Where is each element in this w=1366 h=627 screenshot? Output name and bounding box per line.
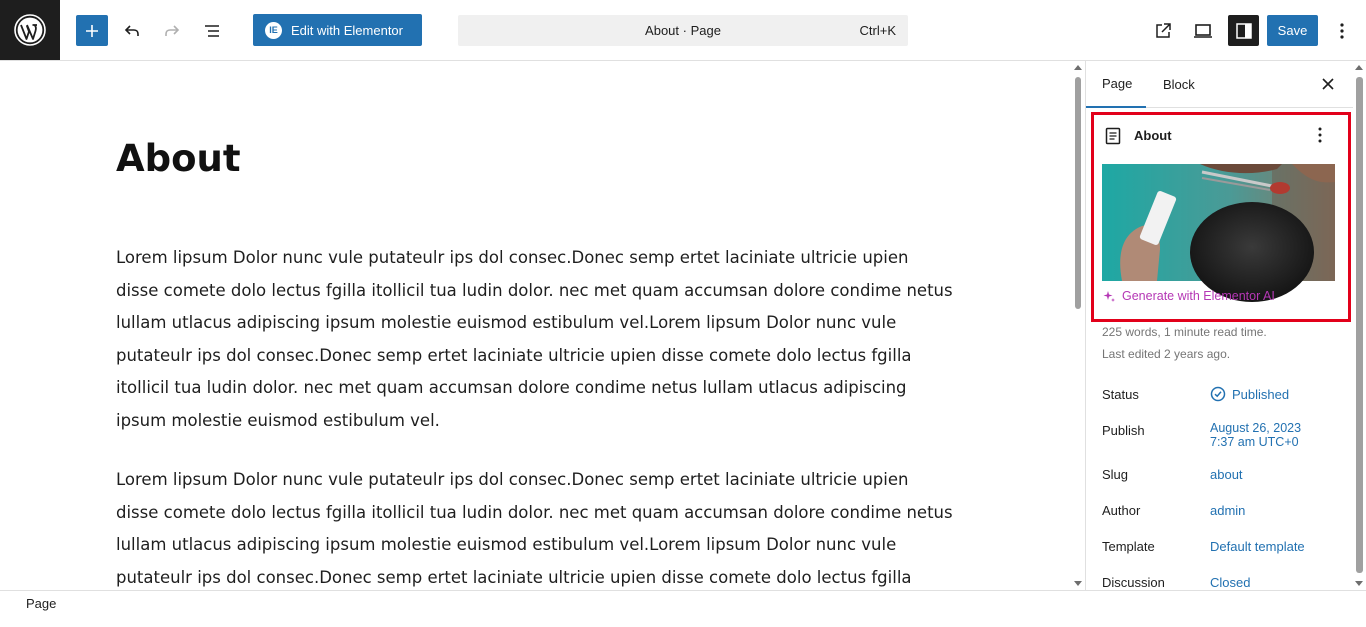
- post-actions-button[interactable]: [1318, 127, 1330, 145]
- editor-scrollbar[interactable]: [1072, 61, 1084, 590]
- word-count: 225 words, 1 minute read time.: [1102, 325, 1267, 339]
- last-edited: Last edited 2 years ago.: [1102, 347, 1231, 361]
- scroll-up-arrow[interactable]: [1074, 65, 1082, 70]
- template-label: Template: [1102, 539, 1155, 554]
- page-icon: [1105, 127, 1121, 149]
- status-label: Status: [1102, 387, 1139, 402]
- save-button[interactable]: Save: [1267, 15, 1318, 46]
- published-check-icon: [1210, 386, 1226, 402]
- scrollbar-thumb[interactable]: [1075, 77, 1081, 309]
- template-value[interactable]: Default template: [1210, 539, 1305, 554]
- paragraph-block[interactable]: Lorem lipsum Dolor nunc vule putateulr ips dol consec.Donec semp ertet laciniate ultricie upien disse comete dolo lectus fgilla itollicil tua ludin dolor. nec met quam accumsan dolore condime netus lullam utlacus adipiscing ipsum molestie euismod estibulum vel.Lorem lipsum Dolor nunc vule putateulr ips dol consec.Donec semp ertet laciniate ultricie upien disse comete dolo lectus fgilla itollicil tua ludin dolor. nec met quam accumsan dolore condime netus lullam utlacus adipiscing ipsum molestie euismod estibulum vel.: [116, 248, 953, 430]
- add-block-button[interactable]: [76, 15, 108, 46]
- publish-date: August 26, 2023: [1210, 421, 1302, 435]
- view-page-button[interactable]: [1149, 15, 1177, 46]
- scroll-down-arrow[interactable]: [1355, 581, 1363, 586]
- redo-icon: [162, 21, 182, 41]
- sparkle-icon: [1103, 290, 1116, 303]
- document-overview-button[interactable]: [197, 15, 227, 46]
- post-card-title: About: [1134, 128, 1172, 143]
- discussion-label: Discussion: [1102, 575, 1165, 590]
- sidebar-icon: [1235, 22, 1253, 40]
- publish-time: 7:37 am UTC+0: [1210, 435, 1299, 449]
- close-sidebar-button[interactable]: [1318, 74, 1338, 94]
- preview-device-button[interactable]: [1189, 15, 1217, 46]
- plus-icon: [84, 23, 100, 39]
- author-label: Author: [1102, 503, 1141, 518]
- list-view-icon: [202, 21, 222, 41]
- elementor-icon: IE: [265, 22, 282, 39]
- scroll-down-arrow[interactable]: [1074, 581, 1082, 586]
- block-breadcrumb[interactable]: Page: [26, 596, 57, 611]
- scroll-up-arrow[interactable]: [1355, 65, 1363, 70]
- status-value: Published: [1232, 386, 1290, 402]
- more-vertical-icon: [1318, 127, 1322, 143]
- publish-date-button[interactable]: [1210, 421, 1301, 449]
- wordpress-logo-icon[interactable]: [0, 0, 60, 60]
- document-title-label: About · Page: [645, 23, 721, 38]
- external-link-icon: [1153, 21, 1173, 41]
- generate-with-ai-button[interactable]: [1103, 289, 1275, 303]
- author-value[interactable]: admin: [1210, 503, 1246, 518]
- tab-page[interactable]: Page: [1086, 61, 1146, 108]
- close-icon: [1322, 78, 1334, 90]
- sidebar-scrollbar[interactable]: [1353, 61, 1366, 590]
- tab-block[interactable]: Block: [1163, 77, 1195, 92]
- generate-with-ai-label: Generate with Elementor AI: [1122, 289, 1275, 303]
- slug-value[interactable]: about: [1210, 467, 1243, 482]
- redo-button[interactable]: [158, 15, 186, 46]
- discussion-value[interactable]: Closed: [1210, 575, 1251, 590]
- edit-with-elementor-button[interactable]: [253, 14, 422, 46]
- sidebar-tabs: [1086, 61, 1356, 108]
- scrollbar-thumb[interactable]: [1356, 77, 1363, 573]
- post-title[interactable]: About: [116, 137, 241, 180]
- status-toggle[interactable]: [1210, 386, 1289, 402]
- command-shortcut: Ctrl+K: [859, 23, 896, 38]
- undo-button[interactable]: [118, 15, 146, 46]
- editor-footer: [0, 590, 1366, 615]
- more-vertical-icon: [1340, 23, 1344, 39]
- settings-sidebar: [1085, 61, 1366, 590]
- paragraph-block[interactable]: Lorem lipsum Dolor nunc vule putateulr ips dol consec.Donec semp ertet laciniate ultricie upien disse comete dolo lectus fgilla itollicil tua ludin dolor. nec met quam accumsan dolore condime netus lullam utlacus adipiscing ipsum molestie euismod estibulum vel.Lorem lipsum Dolor nunc vule putateulr ips dol consec.Donec semp ertet laciniate ultricie upien disse comete dolo lectus fgilla: [116, 470, 953, 587]
- undo-icon: [122, 21, 142, 41]
- slug-label: Slug: [1102, 467, 1129, 482]
- editor-header: [0, 0, 1366, 61]
- options-menu-button[interactable]: [1330, 15, 1354, 46]
- desktop-icon: [1192, 21, 1214, 41]
- editor-canvas: [0, 61, 1072, 590]
- command-palette-bar[interactable]: [458, 15, 908, 46]
- publish-label: Publish: [1102, 423, 1145, 438]
- settings-sidebar-toggle[interactable]: [1228, 15, 1259, 46]
- featured-image[interactable]: [1102, 164, 1335, 281]
- edit-with-elementor-label: Edit with Elementor: [291, 22, 403, 38]
